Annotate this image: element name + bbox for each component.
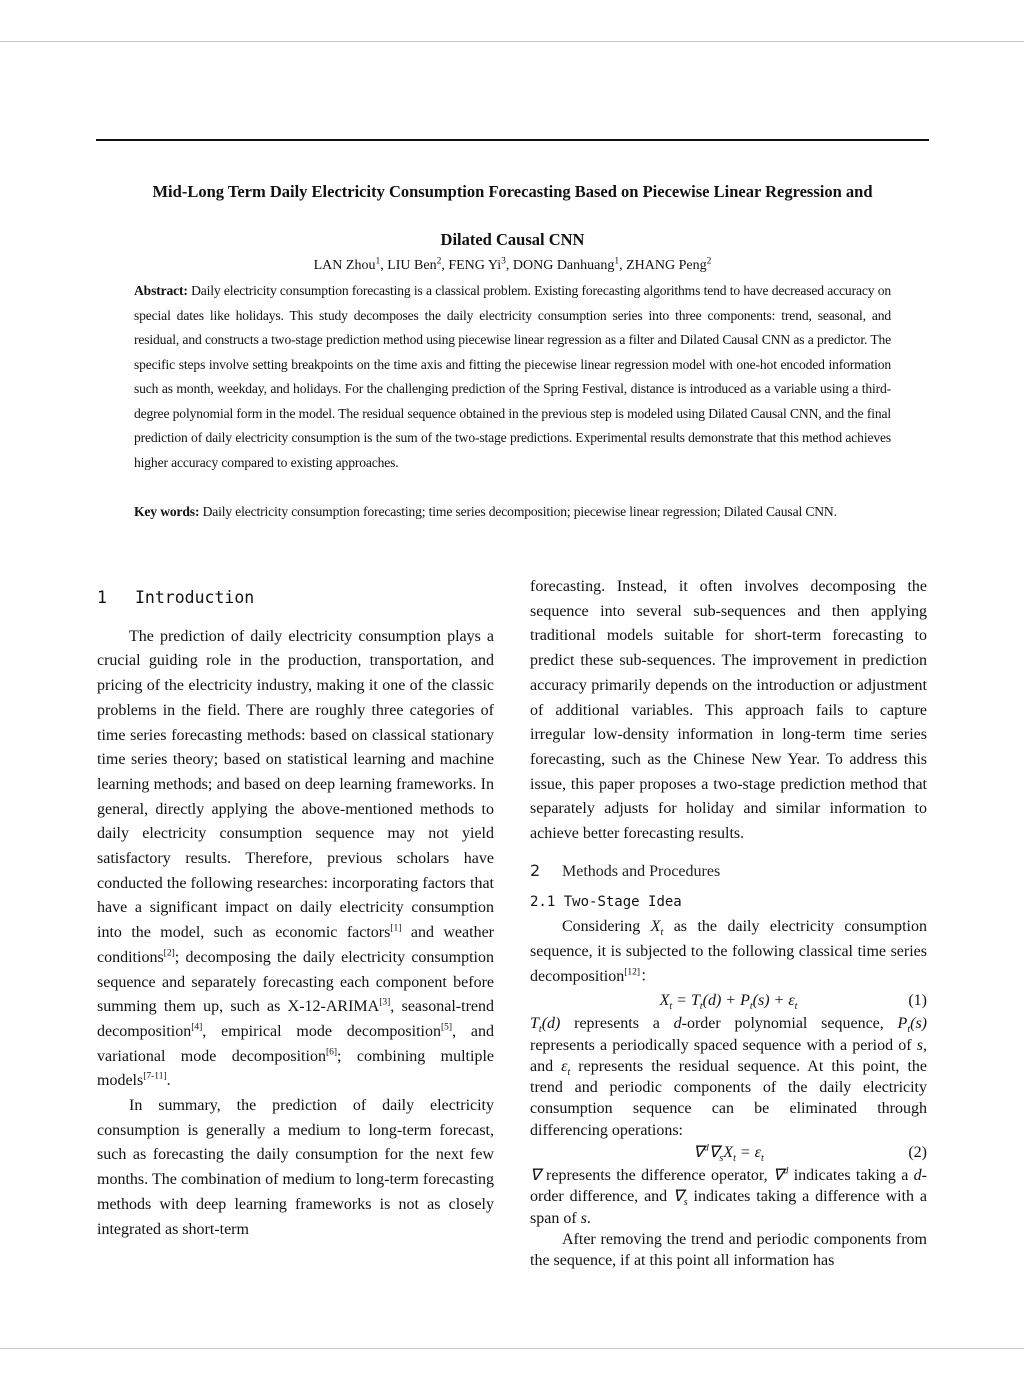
abstract-label: Abstract: — [134, 283, 188, 298]
page-bottom-rule — [0, 1348, 1024, 1349]
keywords-text: Daily electricity consumption forecasting; time series decomposition; piecewise linear regression; Dilated Causal CNN. — [202, 504, 837, 519]
intro-paragraph-2-continued: forecasting. Instead, it often involves decomposing the sequence into several sub-sequences and then applying traditional models suitable for short-term forecasting to predict these sub-sequences. The improvement in prediction accuracy primarily depends on the introduction or adjustment of additional variables. This approach fails to capture irregular low-density information in long-term time series forecasting, such as the Chinese New Year. To address this issue, this paper proposes a two-stage prediction method that separately adjusts for holiday and similar information to achieve better forecasting results. — [530, 578, 927, 843]
keywords — [134, 500, 891, 525]
paper-title — [96, 168, 929, 264]
equation-2 — [530, 1141, 927, 1165]
author-5: ZHANG Peng$^2$ — [626, 256, 712, 273]
subsection-heading-two-stage — [530, 890, 927, 915]
subsection-number: 2.1 — [530, 894, 556, 911]
subsection-title: Two-Stage Idea — [563, 894, 682, 911]
equation-2-body: $\nabla^d\nabla_sX_t = \varepsilon_t$ — [693, 1143, 764, 1165]
author-list: LAN Zhou$^1$, LIU Ben$^2$, FENG Yi$^3$, DONG Danhuang$^1$, ZHANG Peng$^2$ — [313, 256, 712, 273]
title-line-2: Dilated Causal CNN — [440, 230, 585, 249]
citation: [2] — [163, 948, 175, 959]
citation: [6] — [325, 1047, 338, 1058]
section-title: Introduction — [135, 588, 255, 607]
author-2: LIU Ben$^2$ — [387, 256, 442, 273]
title-line-1: Mid-Long Term Daily Electricity Consumption Forecasting Based on Piecewise Linear Regression and — [152, 182, 873, 201]
methods-paragraph-3: ∇ represents the difference operator, ∇$^d$ indicates taking a d-order difference, and $\nabla_s$ indicates taking a difference with a span of s. — [530, 1166, 927, 1227]
section-heading-methods — [530, 859, 927, 885]
citation: [12] — [624, 967, 641, 978]
methods-paragraph-4: After removing the trend and periodic components from the sequence, if at this point all information has — [530, 1230, 927, 1270]
section-number: 1 — [97, 588, 107, 607]
author-3: FENG Yi$^3$ — [448, 256, 506, 273]
author-1: LAN Zhou$^1$ — [313, 256, 381, 273]
author-4: DONG Danhuang$^1$ — [512, 256, 620, 273]
intro-paragraph-2: In summary, the prediction of daily electricity consumption is generally a medium to long-term forecast, such as forecasting the daily consumption for the next few months. The combination of medium to long-term forecasting methods with deep learning frameworks is not as closely integrated as short-term — [97, 1097, 494, 1238]
section-number: 2 — [530, 860, 541, 880]
right-column — [530, 575, 927, 1272]
keywords-label: Key words: — [134, 504, 200, 519]
section-title: Methods and Procedures — [562, 862, 721, 880]
citation: [7-11] — [143, 1072, 167, 1083]
equation-1 — [530, 989, 927, 1013]
equation-1-number: (1) — [908, 992, 927, 1010]
abstract — [134, 279, 891, 475]
equation-1-body: $X_t = T_t(d) + P_t(s) + \varepsilon_t$ — [659, 992, 798, 1013]
methods-paragraph-1: Considering $X_t$ as the daily electricity consumption sequence, it is subjected to the following classical time series decomposition[12]： — [530, 918, 927, 985]
citation: [4] — [191, 1022, 203, 1033]
intro-paragraph-1: The prediction of daily electricity consumption plays a crucial guiding role in the production, transportation, and pricing of the electricity industry, making it one of the classic problems in the field. There are roughly three categories of time series forecasting methods: based on classical stationary time series theory; based on statistical learning and machine learning methods; and based on deep learning frameworks. In general, directly applying the above-mentioned methods to daily electricity consumption sequence may not yield satisfactory results. Therefore, previous scholars have conducted the following researches: incorporating factors that have a significant impact on daily electricity consumption into the model, such as economic factors[1] and weather conditions[2]; decomposing the daily electricity consumption sequence and separately forecasting each component before summing them up, such as X-12-ARIMA[3], seasonal-trend decomposition[4], empirical mode decomposition[5], and variational mode decomposition[6]; combining multiple models[7-11]. — [97, 627, 494, 1090]
citation: [3] — [379, 997, 391, 1008]
left-column — [97, 586, 494, 1242]
page-top-rule — [0, 41, 1024, 42]
citation: [5] — [440, 1022, 453, 1033]
abstract-text: Daily electricity consumption forecasting is a classical problem. Existing forecasting algorithms tend to have decreased accuracy on special dates like holidays. This study decomposes the daily electricity consumption series into three components: trend, seasonal, and residual, and constructs a two-stage prediction method using piecewise linear regression as a filter and Dilated Causal CNN as a predictor. The specific steps involve setting breakpoints on the time axis and fitting the piecewise linear regression model with one-hot encoded information such as month, weekday, and holidays. For the challenging prediction of the Spring Festival, distance is introduced as a variable using a third-degree polynomial form in the model. The residual sequence obtained in the previous step is modeled using Dilated Causal CNN, and the final prediction of daily electricity consumption is the sum of the two-stage predictions. Experimental results demonstrate that this method achieves higher accuracy compared to existing approaches. — [134, 283, 891, 470]
header-rule — [96, 139, 929, 141]
section-heading-introduction — [97, 586, 494, 611]
citation: [1] — [390, 923, 402, 934]
methods-paragraph-2: $T_t(d)$ represents a d-order polynomial sequence, $P_t(s)$ represents a periodically spaced sequence with a period of s, and $\varepsilon_t$ represents the residual sequence. At this point, the trend and periodic components of the daily electricity consumption sequence can be eliminated through differencing operations: — [530, 1015, 927, 1139]
equation-2-number: (2) — [908, 1144, 927, 1162]
